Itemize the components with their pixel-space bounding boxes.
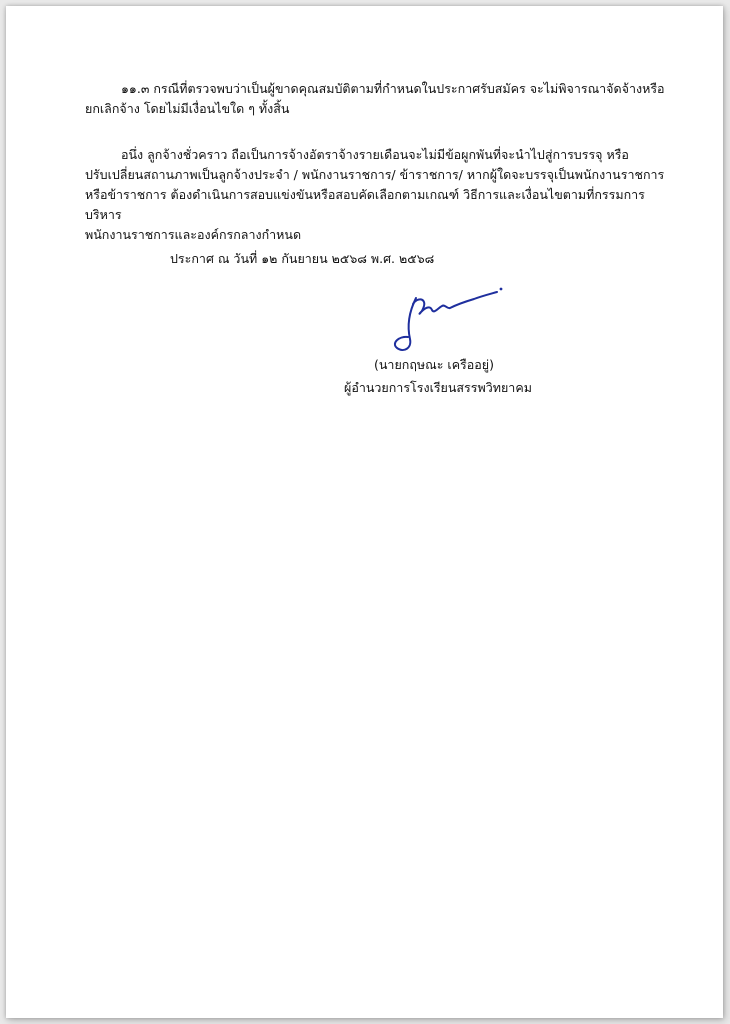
clause-11-3-line-1 (85, 79, 669, 99)
document-page (6, 6, 723, 1018)
note-line-1 (85, 145, 669, 165)
signatory-name: (นายกฤษณะ เครืออยู่) (374, 357, 494, 372)
clause-11-3-line-2: ยกเลิกจ้าง โดยไม่มีเงื่อนไขใด ๆ ทั้งสิ้น (85, 101, 290, 116)
note-line-2: ปรับเปลี่ยนสถานภาพเป็นลูกจ้างประจำ / พนักงานราชการ/ ข้าราชการ/ หากผู้ใดจะบรรจุเป็นพนักงานราชการ (85, 167, 665, 182)
signatory-position: ผู้อำนวยการโรงเรียนสรรพวิทยาคม (344, 380, 532, 395)
clause-11-3-line-1-text: ๑๑.๓ กรณีที่ตรวจพบว่าเป็นผู้ขาดคุณสมบัติตามที่กำหนดในประกาศรับสมัคร จะไม่พิจารณาจัดจ้างหรือ (121, 81, 665, 96)
clause-11-3 (85, 79, 669, 119)
handwritten-signature (384, 284, 514, 356)
note-line-1-text: อนึ่ง ลูกจ้างชั่วคราว ถือเป็นการจ้างอัตราจ้างรายเดือนจะไม่มีข้อผูกพันที่จะนำไปสู่การบรรจุ หรือ (121, 147, 629, 162)
note-paragraph (85, 145, 669, 245)
announcement-date: ประกาศ ณ วันที่ ๑๒ กันยายน ๒๕๖๘ พ.ศ. ๒๕๖๘ (170, 251, 435, 266)
note-line-4: พนักงานราชการและองค์กรกลางกำหนด (85, 227, 302, 242)
note-line-3: หรือข้าราชการ ต้องดำเนินการสอบแข่งขันหรือสอบคัดเลือกตามเกณฑ์ วิธีการและเงื่อนไขตามที่กรรมการบริหาร (85, 187, 645, 222)
